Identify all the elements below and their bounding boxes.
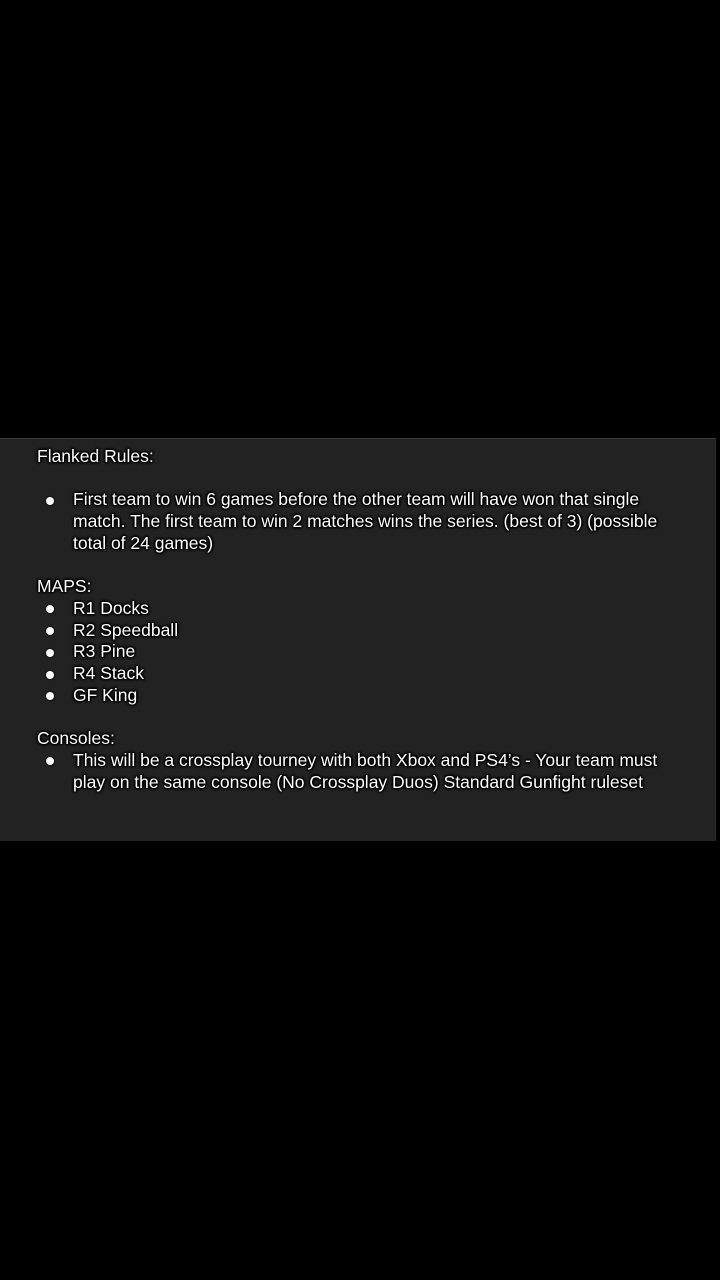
rules-content (37, 446, 687, 793)
map-name: GF King (73, 684, 138, 705)
bullet-icon (46, 605, 54, 613)
list-item (37, 685, 687, 707)
bullet-icon (46, 649, 54, 657)
spacer (37, 555, 687, 577)
list-item (37, 750, 687, 793)
spacer (37, 468, 687, 490)
list-item (37, 641, 687, 663)
bullet-icon (46, 757, 54, 765)
maps-list (37, 598, 687, 707)
list-item (37, 620, 687, 642)
list-item (37, 489, 687, 554)
bullet-icon (46, 627, 54, 635)
consoles-heading: Consoles: (37, 728, 115, 749)
map-name: R3 Pine (73, 641, 136, 662)
map-name: R4 Stack (73, 663, 144, 683)
console-text: This will be a crossplay tourney with both Xbox and PS4’s - Your team must play on the same console (No Crossplay Duos) Standard Gunfight ruleset (73, 749, 658, 792)
bullet-icon (46, 671, 54, 679)
list-item (37, 598, 687, 620)
maps-heading: MAPS: (37, 576, 92, 597)
bullet-icon (46, 497, 54, 505)
rules-heading: Flanked Rules: (37, 446, 154, 466)
consoles-list (37, 750, 687, 793)
bullet-icon (46, 692, 54, 700)
spacer (37, 706, 687, 728)
map-name: R2 Speedball (73, 619, 179, 640)
list-item (37, 663, 687, 685)
map-name: R1 Docks (73, 597, 149, 618)
rule-text: First team to win 6 games before the other team will have won that single match. The first team to win 2 matches wins the series. (best of 3) (possible total of 24 games) (73, 489, 658, 553)
rules-panel (0, 438, 716, 841)
rules-list (37, 489, 687, 554)
